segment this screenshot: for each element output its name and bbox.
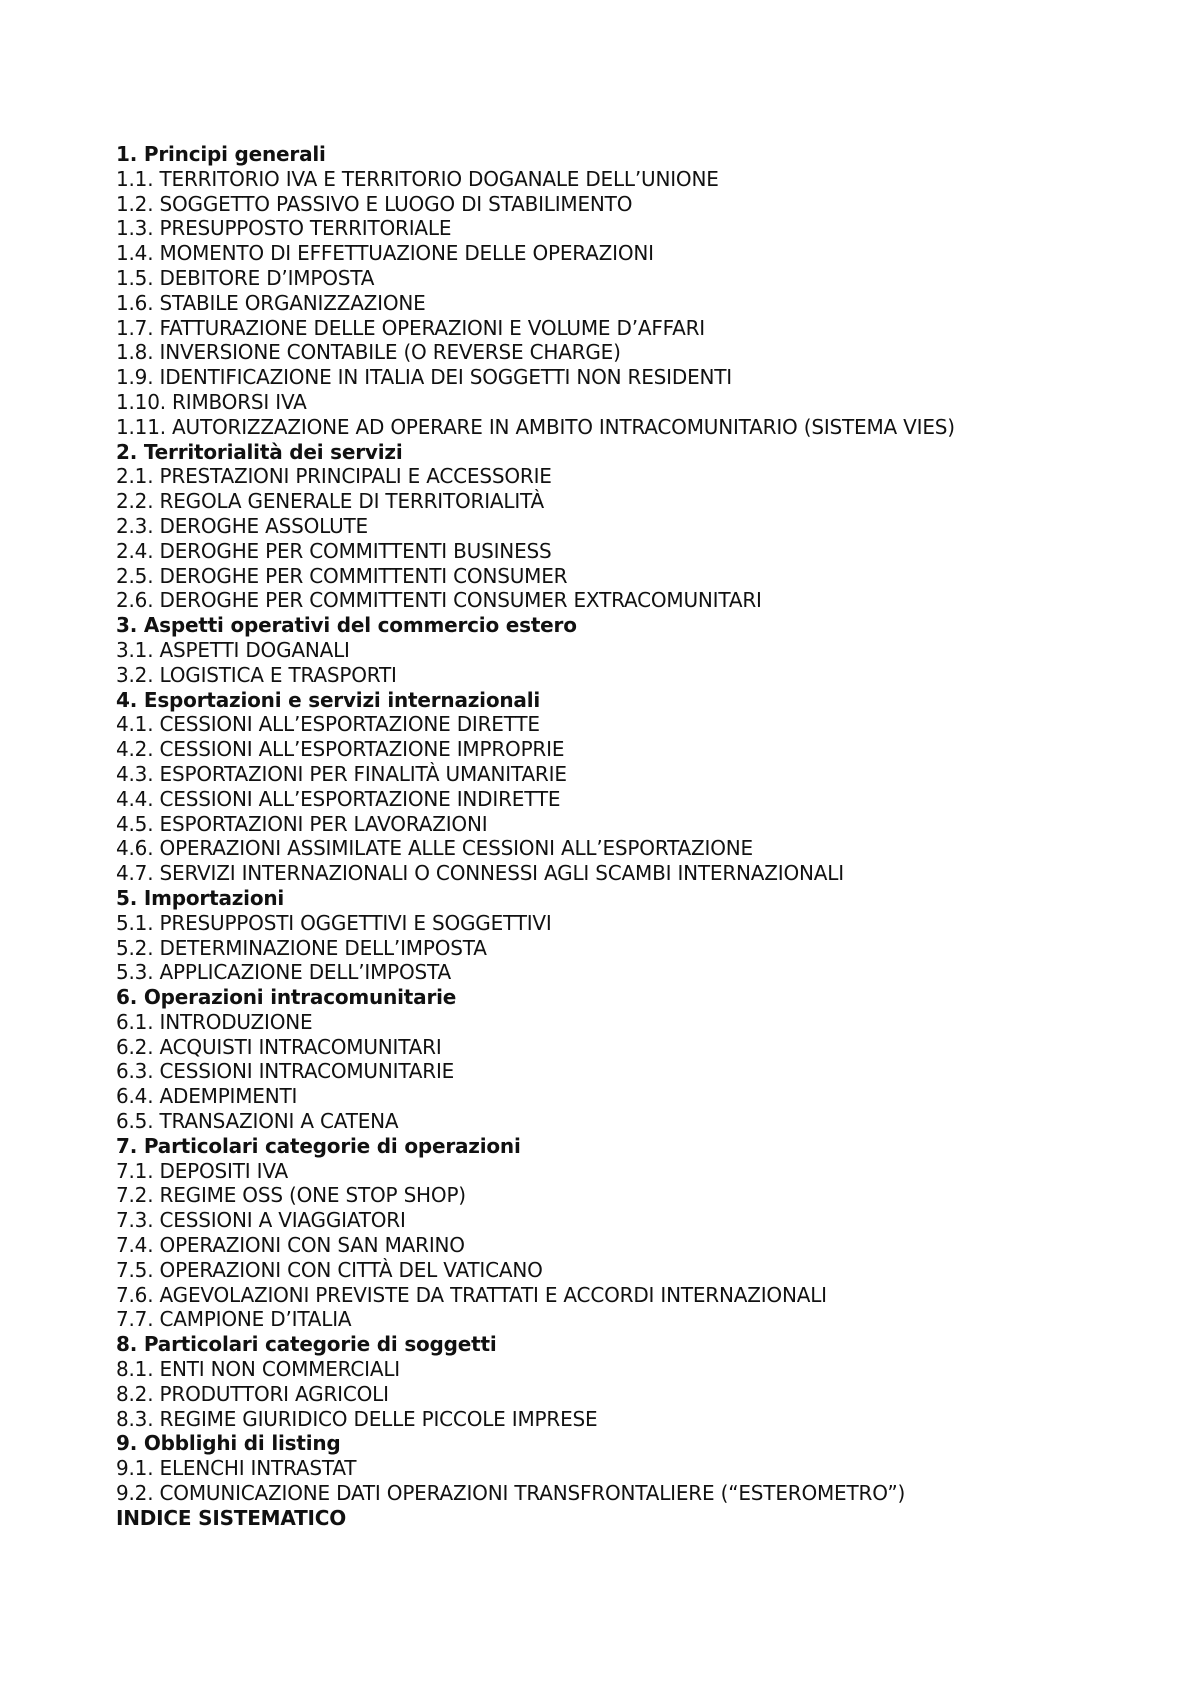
table-of-contents — [116, 142, 1176, 1531]
toc-section-heading: 9. Obblighi di listing — [116, 1431, 341, 1456]
toc-subsection-item: 8.3. REGIME GIURIDICO DELLE PICCOLE IMPRESE — [116, 1406, 598, 1431]
toc-section-heading: 4. Esportazioni e servizi internazionali — [116, 687, 541, 712]
toc-section-heading: 2. Territorialità dei servizi — [116, 439, 403, 464]
toc-entries — [116, 142, 1176, 1506]
toc-subsection-item: 5.3. APPLICAZIONE DELL’IMPOSTA — [116, 960, 451, 985]
toc-subsection-item: 6.2. ACQUISTI INTRACOMUNITARI — [116, 1034, 442, 1059]
toc-subsection-item: 4.5. ESPORTAZIONI PER LAVORAZIONI — [116, 811, 488, 836]
toc-subsection-item: 1.5. DEBITORE D’IMPOSTA — [116, 265, 375, 290]
toc-subsection-item: 2.3. DEROGHE ASSOLUTE — [116, 513, 368, 538]
toc-subsection-item: 2.1. PRESTAZIONI PRINCIPALI E ACCESSORIE — [116, 464, 552, 489]
toc-subsection-item: 8.2. PRODUTTORI AGRICOLI — [116, 1381, 389, 1406]
toc-subsection-item: 1.3. PRESUPPOSTO TERRITORIALE — [116, 216, 452, 241]
toc-subsection-item: 1.7. FATTURAZIONE DELLE OPERAZIONI E VOLUME D’AFFARI — [116, 315, 705, 340]
toc-subsection-item: 2.4. DEROGHE PER COMMITTENTI BUSINESS — [116, 538, 552, 563]
toc-subsection-item: 9.2. COMUNICAZIONE DATI OPERAZIONI TRANSFRONTALIERE (“ESTEROMETRO”) — [116, 1481, 906, 1506]
toc-subsection-item: 1.8. INVERSIONE CONTABILE (O REVERSE CHARGE) — [116, 340, 621, 365]
toc-subsection-item: 7.7. CAMPIONE D’ITALIA — [116, 1307, 352, 1332]
toc-subsection-item: 5.1. PRESUPPOSTI OGGETTIVI E SOGGETTIVI — [116, 910, 552, 935]
toc-subsection-item: 1.1. TERRITORIO IVA E TERRITORIO DOGANALE DELL’UNIONE — [116, 166, 719, 191]
toc-subsection-item: 9.1. ELENCHI INTRASTAT — [116, 1456, 357, 1481]
toc-subsection-item: 8.1. ENTI NON COMMERCIALI — [116, 1357, 400, 1382]
toc-subsection-item: 6.5. TRANSAZIONI A CATENA — [116, 1109, 399, 1134]
toc-section-heading: 1. Principi generali — [116, 142, 326, 166]
toc-subsection-item: 3.1. ASPETTI DOGANALI — [116, 637, 350, 662]
toc-subsection-item: 1.11. AUTORIZZAZIONE AD OPERARE IN AMBITO INTRACOMUNITARIO (SISTEMA VIES) — [116, 414, 955, 439]
toc-subsection-item: 6.4. ADEMPIMENTI — [116, 1084, 298, 1109]
toc-subsection-item: 4.1. CESSIONI ALL’ESPORTAZIONE DIRETTE — [116, 712, 540, 737]
toc-subsection-item: 6.1. INTRODUZIONE — [116, 1009, 313, 1034]
toc-subsection-item: 4.4. CESSIONI ALL’ESPORTAZIONE INDIRETTE — [116, 786, 561, 811]
toc-subsection-item: 2.2. REGOLA GENERALE DI TERRITORIALITÀ — [116, 489, 544, 514]
toc-subsection-item: 1.10. RIMBORSI IVA — [116, 389, 307, 414]
toc-section-heading: 3. Aspetti operativi del commercio estero — [116, 613, 577, 638]
toc-subsection-item: 2.6. DEROGHE PER COMMITTENTI CONSUMER EXTRACOMUNITARI — [116, 588, 762, 613]
toc-subsection-item: 7.4. OPERAZIONI CON SAN MARINO — [116, 1233, 465, 1258]
toc-section-heading: 8. Particolari categorie di soggetti — [116, 1332, 497, 1357]
toc-subsection-item: 5.2. DETERMINAZIONE DELL’IMPOSTA — [116, 935, 487, 960]
toc-subsection-item: 7.5. OPERAZIONI CON CITTÀ DEL VATICANO — [116, 1257, 543, 1282]
toc-subsection-item: 1.9. IDENTIFICAZIONE IN ITALIA DEI SOGGETTI NON RESIDENTI — [116, 365, 732, 390]
toc-subsection-item: 4.3. ESPORTAZIONI PER FINALITÀ UMANITARIE — [116, 761, 567, 786]
toc-subsection-item: 4.2. CESSIONI ALL’ESPORTAZIONE IMPROPRIE — [116, 737, 565, 762]
toc-subsection-item: 7.6. AGEVOLAZIONI PREVISTE DA TRATTATI E ACCORDI INTERNAZIONALI — [116, 1282, 827, 1307]
toc-subsection-item: 4.6. OPERAZIONI ASSIMILATE ALLE CESSIONI ALL’ESPORTAZIONE — [116, 836, 753, 861]
appendix-heading: INDICE SISTEMATICO — [116, 1505, 347, 1530]
toc-subsection-item: 6.3. CESSIONI INTRACOMUNITARIE — [116, 1059, 455, 1084]
toc-subsection-item: 7.2. REGIME OSS (ONE STOP SHOP) — [116, 1183, 466, 1208]
toc-subsection-item: 1.4. MOMENTO DI EFFETTUAZIONE DELLE OPERAZIONI — [116, 241, 654, 266]
toc-subsection-item: 7.1. DEPOSITI IVA — [116, 1158, 289, 1183]
toc-section-heading: 5. Importazioni — [116, 885, 285, 910]
toc-section-heading: 7. Particolari categorie di operazioni — [116, 1133, 521, 1158]
toc-subsection-item: 4.7. SERVIZI INTERNAZIONALI O CONNESSI AGLI SCAMBI INTERNAZIONALI — [116, 861, 844, 886]
toc-subsection-item: 1.6. STABILE ORGANIZZAZIONE — [116, 290, 426, 315]
toc-subsection-item: 1.2. SOGGETTO PASSIVO E LUOGO DI STABILIMENTO — [116, 191, 633, 216]
toc-section-heading: 6. Operazioni intracomunitarie — [116, 985, 457, 1010]
toc-subsection-item: 2.5. DEROGHE PER COMMITTENTI CONSUMER — [116, 563, 568, 588]
toc-subsection-item: 7.3. CESSIONI A VIAGGIATORI — [116, 1208, 406, 1233]
toc-subsection-item: 3.2. LOGISTICA E TRASPORTI — [116, 662, 397, 687]
